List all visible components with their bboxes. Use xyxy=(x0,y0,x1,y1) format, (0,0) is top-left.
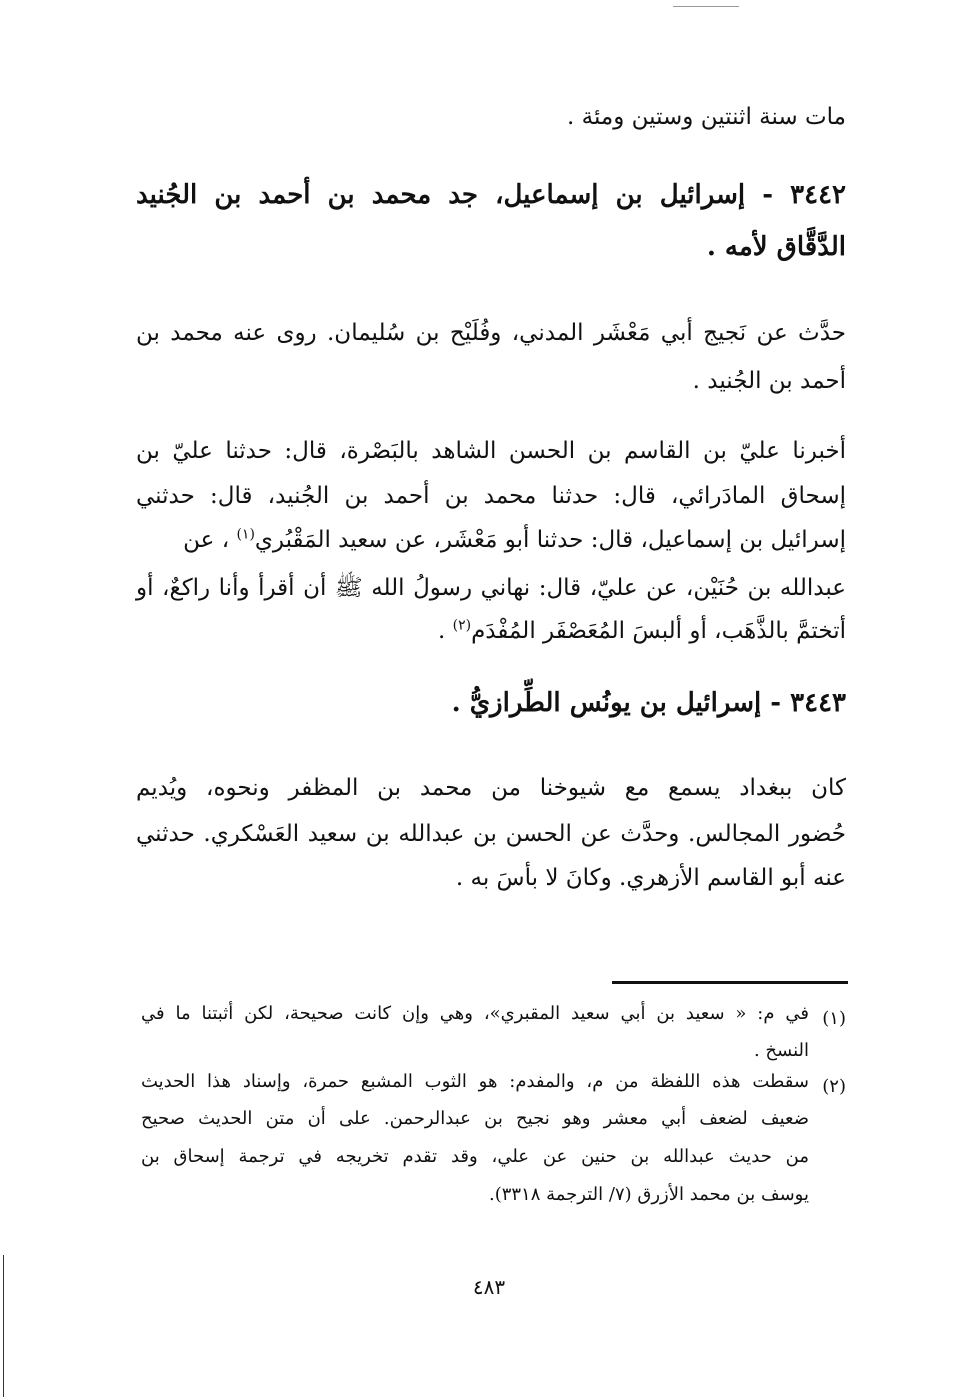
text-line: مات سنة اثنتين وستين ومئة . xyxy=(567,104,846,130)
footnote-line: ضعيف لضعف أبي معشر وهو نجيح بن عبدالرحمن. على أن متن الحديث صحيح xyxy=(141,1108,809,1129)
text-line: عبدالله بن حُنَيْن، عن عليّ، قال: نهاني رسولُ الله ﷺ أن أقرأ وأنا راكعٌ، أو xyxy=(136,575,846,601)
text-span: ، عن xyxy=(183,527,237,553)
footnote-ref-1[interactable]: (١) xyxy=(236,526,255,543)
text-line: أخبرنا عليّ بن القاسم بن الحسن الشاهد بالبَصْرة، قال: حدثنا عليّ بن xyxy=(136,438,846,464)
text-span: إسرائيل بن إسماعيل، قال: حدثنا أبو مَعْشَر، عن سعيد المَقْبُري xyxy=(254,527,846,553)
footnote-line: في م: « سعيد بن أبي سعيد المقبري»، وهي وإن كانت صحيحة، لكن أثبتنا ما في xyxy=(141,1003,809,1024)
text-line xyxy=(136,527,846,553)
text-span: . xyxy=(437,618,453,644)
text-line: عنه أبو القاسم الأزهري. وكانَ لا بأسَ به . xyxy=(455,865,846,891)
text-line: حدَّث عن نَجيج أبي مَعْشَر المدني، وفُلَيْح بن سُليمان. روى عنه محمد بن xyxy=(136,320,846,346)
page-number: ٤٨٣ xyxy=(472,1275,506,1299)
footnote-line: سقطت هذه اللفظة من م، والمفدم: هو الثوب المشبع حمرة، وإسناد هذا الحديث xyxy=(141,1071,809,1092)
footnote-number-2: (٢) xyxy=(822,1076,846,1097)
text-line xyxy=(136,618,846,644)
entry-heading-3443: ٣٤٤٣ - إسرائيل بن يونُس الطِّرازيُّ . xyxy=(451,688,846,718)
footnote-line: النسخ . xyxy=(753,1040,809,1061)
text-line: كان ببغداد يسمع مع شيوخنا من محمد بن المظفر ونحوه، ويُديم xyxy=(136,775,846,801)
footnote-separator xyxy=(612,981,848,984)
entry-heading-3442-cont: الدَّقَّاق لأمه . xyxy=(706,232,846,262)
footnote-ref-2[interactable]: (٢) xyxy=(452,617,472,634)
top-edge-mark xyxy=(673,6,739,7)
footnote-line: من حديث عبدالله بن حنين عن علي، وقد تقدم تخريجه في ترجمة إسحاق بن xyxy=(141,1146,809,1167)
footnote-line: يوسف بن محمد الأزرق (٧/ الترجمة ٣٣١٨). xyxy=(488,1184,809,1205)
text-span: أتختمَّ بالذَّهَب، أو ألبسَ المُعَصْفَر المُفْدَم xyxy=(471,618,846,644)
footnote-number-1: (١) xyxy=(822,1008,846,1029)
text-line: حُضور المجالس. وحدَّث عن الحسن بن عبدالله بن سعيد العَسْكري. حدثني xyxy=(136,821,846,847)
text-line: أحمد بن الجُنيد . xyxy=(692,368,846,394)
entry-heading-3442: ٣٤٤٢ - إسرائيل بن إسماعيل، جد محمد بن أحمد بن الجُنيد xyxy=(136,180,846,210)
text-line: إسحاق المادَرائي، قال: حدثنا محمد بن أحمد بن الجُنيد، قال: حدثني xyxy=(136,483,846,509)
page-edge-line xyxy=(3,1255,4,1397)
